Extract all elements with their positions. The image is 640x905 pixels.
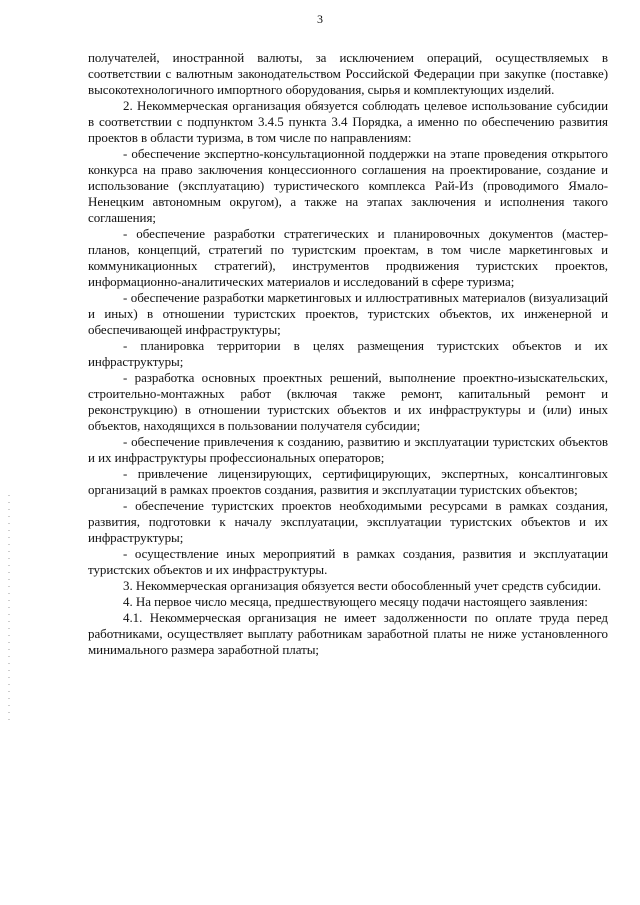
paragraph-3-separate-accounting: 3. Некоммерческая организация обязуется вести обособленный учет средств субсидии. [123,578,602,593]
list-item-licensing-consulting: - привлечение лицензирующих, сертифицирующих, экспертных, консалтинговых организаций в рамках проектов создания, развития и эксплуатации туристских объектов; [88,466,608,497]
list-item-strategic-documents: - обеспечение разработки стратегических и планировочных документов (мастер-планов, концепций, стратегий по туристским проектам, в том числе маркетинговых и коммуникационных стратегий), инструментов продвижения туристских проектов, информационно-аналитических материалов и исследований в сфере туризма; [88,226,608,289]
list-item-marketing-materials: - обеспечение разработки маркетинговых и иллюстративных материалов (визуализаций и иных) в отношении туристских проектов, туристских объектов, их инженерной и обеспечивающей инфраструктуры; [88,290,608,337]
list-item-design-construction: - разработка основных проектных решений, выполнение проектно-изыскательских, строительно-монтажных работ (включая также ремонт, капитальный ремонт и реконструкцию) в отношении туристских объектов и их инфраструктуры и (или) иных объектов, находящихся в пользовании получателя субсидии; [88,370,608,433]
paragraph-2-targeted-use: 2. Некоммерческая организация обязуется соблюдать целевое использование субсидии в соответствии с подпунктом 3.4.5 пункта 3.4 Порядка, а именно по обеспечению развития проектов в области туризма, в том числе по направлениям: [88,98,608,145]
list-item-expert-support: - обеспечение экспертно-консультационной поддержки на этапе проведения открытого конкурса на право заключения концессионного соглашения на проектирование, создание и использование (эксплуатацию) туристического комплекса Рай-Из (проводимого Ямало-Ненецким автономным округом), а также на этапах заключения и исполнения такого соглашения; [88,146,608,225]
list-item-territory-planning: - планировка территории в целях размещения туристских объектов и их инфраструктуры; [88,338,608,369]
page-number: 3 [317,12,323,26]
list-item-resources: - обеспечение туристских проектов необходимыми ресурсами в рамках создания, развития, подготовки к началу эксплуатации, эксплуатации туристских объектов и их инфраструктуры; [88,498,608,545]
paragraph-4-first-day-of-month: 4. На первое число месяца, предшествующего месяцу подачи настоящего заявления: [123,594,588,609]
document-body [88,50,608,658]
paragraph-4-1-no-wage-arrears: 4.1. Некоммерческая организация не имеет задолженности по оплате труда перед работниками, осуществляет выплату работникам заработной платы не ниже установленного минимального размера заработной платы; [88,610,608,657]
list-item-operators: - обеспечение привлечения к созданию, развитию и эксплуатации туристских объектов и их инфраструктуры профессиональных операторов; [88,434,608,465]
scan-margin-marks [8,495,10,725]
list-item-other-measures: - осуществление иных мероприятий в рамках создания, развития и эксплуатации туристских объектов и их инфраструктуры. [88,546,608,577]
paragraph-currency-continuation: получателей, иностранной валюты, за исключением операций, осуществляемых в соответствии с валютным законодательством Российской Федерации при закупке (поставке) высокотехнологичного импортного оборудования, сырья и комплектующих изделий. [88,50,608,97]
